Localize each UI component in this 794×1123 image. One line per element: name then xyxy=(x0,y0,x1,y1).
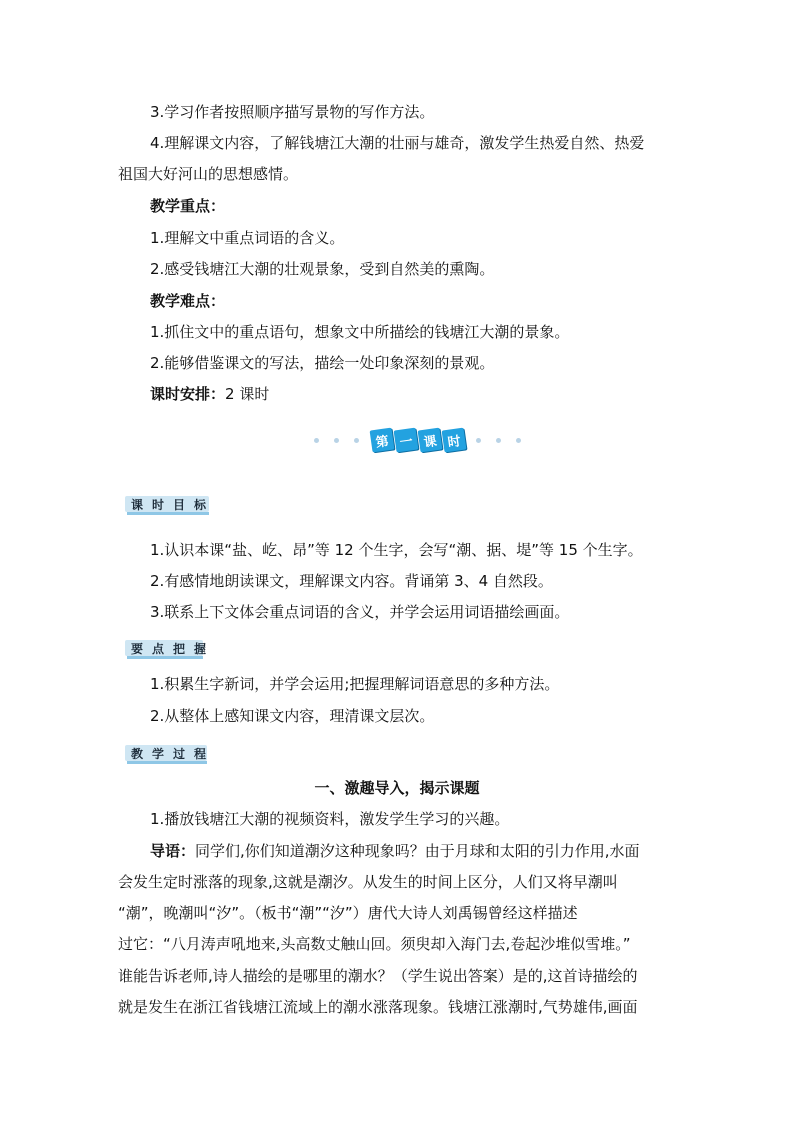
schedule-label: 课时安排： xyxy=(150,385,226,403)
schedule-value: 2 课时 xyxy=(225,385,270,403)
key-grasp-item-1: 1.积累生字新词，并学会运用;把握理解词语意思的多种方法。 xyxy=(150,675,560,693)
key-grasp-tag: 要点把握 xyxy=(125,638,215,658)
dot-icon xyxy=(334,438,339,443)
intro-line-2: 会发生定时涨落的现象,这就是潮汐。从发生的时间上区分，人们又将早潮叫 xyxy=(118,873,618,891)
lesson-goal-item-1: 1.认识本课“盐、屹、昂”等 12 个生字，会写“潮、据、堤”等 15 个生字。 xyxy=(150,541,643,559)
teaching-process-tag: 教学过程 xyxy=(125,743,215,763)
dot-icon xyxy=(516,438,521,443)
objective-item-3: 3.学习作者按照顺序描写景物的写作方法。 xyxy=(150,103,435,121)
first-lesson-divider xyxy=(0,428,794,452)
key-point-item-2: 2.感受钱塘江大潮的壮观景象，受到自然美的熏陶。 xyxy=(150,260,495,278)
lesson-goal-item-3: 3.联系上下文体会重点词语的含义，并学会运用词语描绘画面。 xyxy=(150,603,570,621)
objective-item-4-line2: 祖国大好河山的思想感情。 xyxy=(118,165,299,183)
difficulties-heading: 教学难点： xyxy=(150,292,226,310)
lesson-goal-item-2: 2.有感情地朗读课文，理解课文内容。背诵第 3、4 自然段。 xyxy=(150,572,553,590)
intro-line-3: “潮”，晚潮叫“汐”。（板书“潮”“汐”）唐代大诗人刘禹锡曾经这样描述 xyxy=(118,904,578,922)
lesson-badge-char: 时 xyxy=(442,428,467,453)
lesson-badge-char: 课 xyxy=(418,428,443,453)
intro-label: 导语： xyxy=(150,842,196,860)
lesson-badge-char: 一 xyxy=(394,428,419,453)
intro-line-5: 谁能告诉老师,诗人描绘的是哪里的潮水？（学生说出答案）是的,这首诗描绘的 xyxy=(118,967,638,985)
difficulty-item-1: 1.抓住文中的重点语句，想象文中所描绘的钱塘江大潮的景象。 xyxy=(150,323,570,341)
process-item-1: 1.播放钱塘江大潮的视频资料，激发学生学习的兴趣。 xyxy=(150,810,510,828)
lesson-goals-tag: 课时目标 xyxy=(125,494,215,514)
intro-line-1: 导语：同学们,你们知道潮汐这种现象吗？由于月球和太阳的引力作用,水面 xyxy=(150,842,640,860)
key-point-item-1: 1.理解文中重点词语的含义。 xyxy=(150,229,345,247)
dot-icon xyxy=(314,438,319,443)
key-grasp-item-2: 2.从整体上感知课文内容，理清课文层次。 xyxy=(150,707,435,725)
section-title: 一、激趣导入，揭示课题 xyxy=(314,779,480,797)
dot-icon xyxy=(476,438,481,443)
difficulty-item-2: 2.能够借鉴课文的写法，描绘一处印象深刻的景观。 xyxy=(150,354,495,372)
schedule xyxy=(150,384,269,404)
lesson-badge xyxy=(371,428,467,452)
dot-icon xyxy=(354,438,359,443)
intro-line-6: 就是发生在浙江省钱塘江流域上的潮水涨落现象。钱塘江涨潮时,气势雄伟,画面 xyxy=(118,998,638,1016)
lesson-badge-char: 第 xyxy=(370,428,395,453)
objective-item-4-line1: 4.理解课文内容，了解钱塘江大潮的壮丽与雄奇，激发学生热爱自然、热爱 xyxy=(150,134,645,152)
dot-icon xyxy=(496,438,501,443)
key-points-heading: 教学重点： xyxy=(150,197,226,215)
intro-line-4: 过它：“八月涛声吼地来,头高数丈触山回。须臾却入海门去,卷起沙堆似雪堆。” xyxy=(118,935,631,953)
